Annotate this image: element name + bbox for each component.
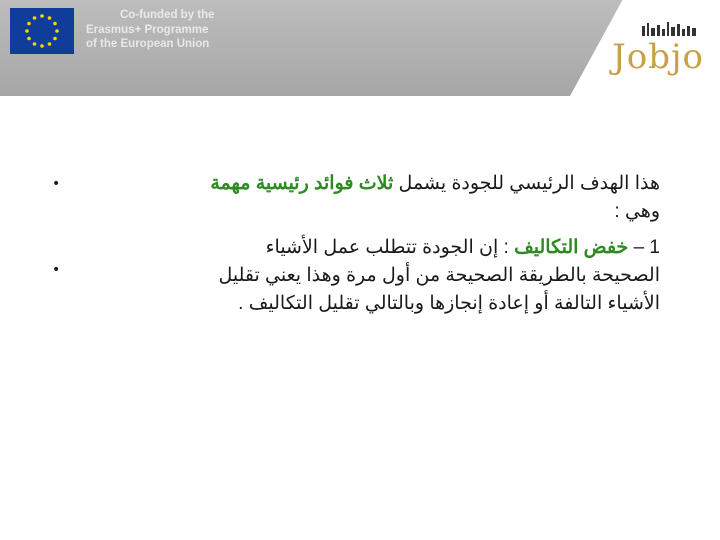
paragraph-1 [40,170,660,226]
paragraph-2-highlight: خفض التكاليف [514,237,629,258]
bullet-icon: • [52,262,61,278]
eu-funding-text [86,8,246,52]
paragraph-2-line-2: الصحيحة بالطريقة الصحيحة من أول مرة وهذا يعني تقليل [218,265,660,286]
paragraph-2 [40,234,660,318]
paragraph-1-highlight: ثلاث فوائد رئيسية مهمة [210,173,394,194]
bullet-icon: • [52,176,61,192]
jobjo-logo: Jobjo [612,37,704,77]
paragraph-2-line-3: الأشياء التالفة أو إعادة إنجازها وبالتالي تقليل التكاليف . [238,293,660,314]
logo-skyline-icon [640,20,700,36]
eu-funding-line-3: of the European Union [86,38,210,50]
eu-flag-icon [10,8,74,54]
paragraph-2-line-1: : إن الجودة تتطلب عمل الأشياء [265,237,515,258]
paragraph-1-text: هذا الهدف الرئيسي للجودة يشمل [393,173,660,194]
slide-body [40,170,660,326]
eu-funding-line-2: Erasmus+ Programme [86,23,209,36]
eu-funding-line-1: Co-funded by the [120,9,215,21]
paragraph-2-prefix: 1 – [628,237,660,258]
paragraph-1-line-2: وهي : [614,201,660,222]
